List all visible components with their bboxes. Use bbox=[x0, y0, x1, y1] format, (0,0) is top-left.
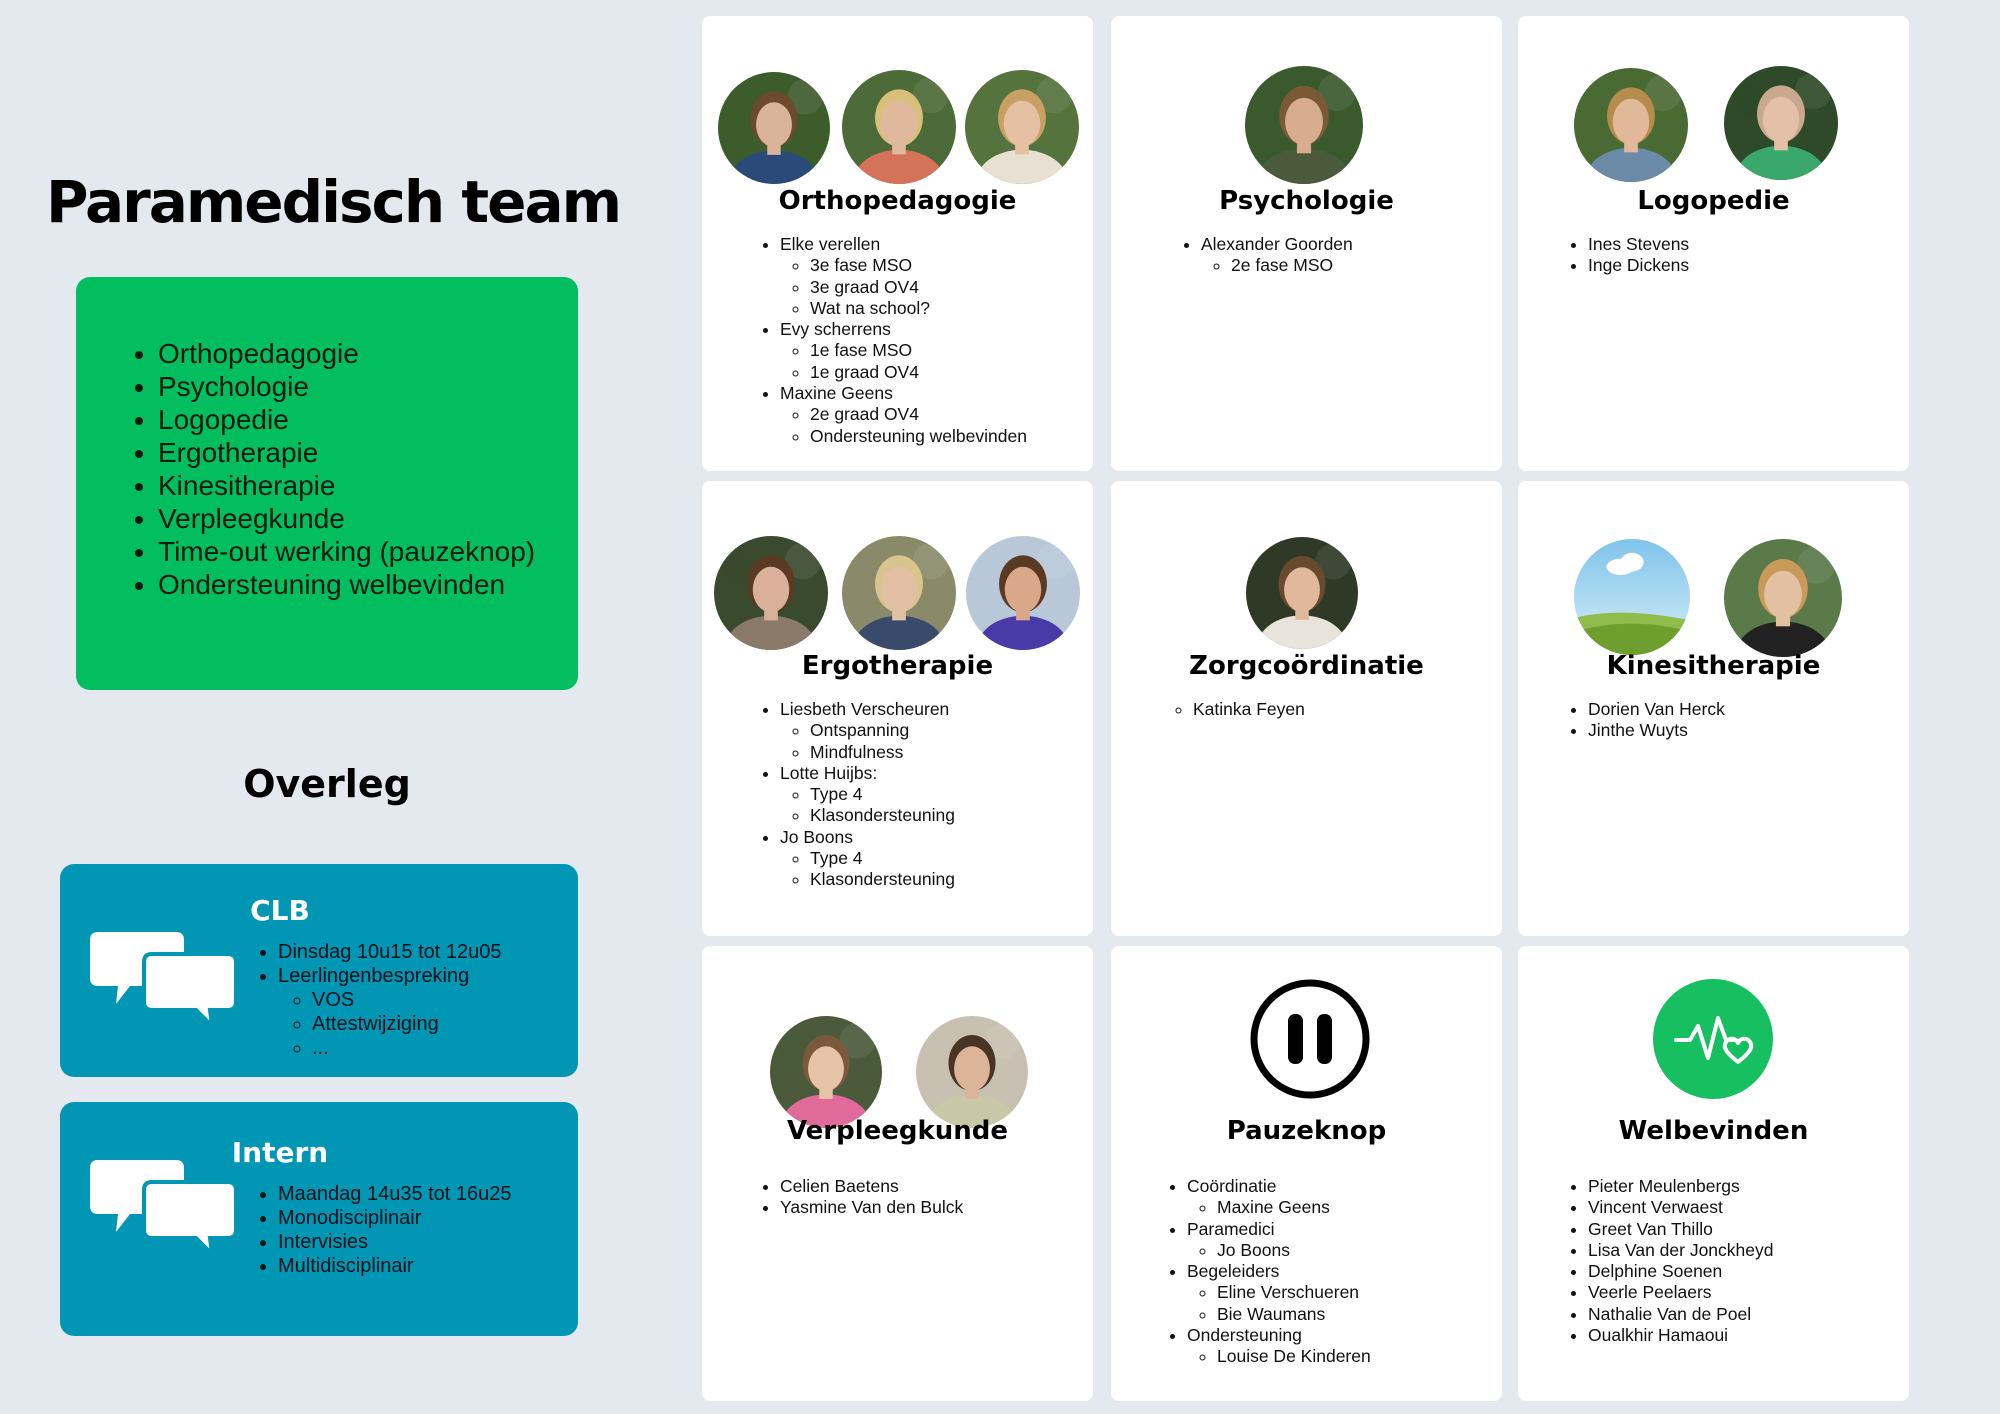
list-item bbox=[1588, 1197, 1774, 1218]
list-item: • Psychologie bbox=[158, 370, 578, 403]
card-title: Kinesitherapie bbox=[1606, 651, 1821, 681]
list-item bbox=[1588, 1325, 1774, 1346]
avatar bbox=[1574, 539, 1690, 655]
list-item-text: Vincent Verwaest bbox=[1588, 1197, 1723, 1218]
portrait-photo-icon bbox=[718, 72, 830, 184]
card-verpleegkunde bbox=[702, 946, 1093, 1401]
list-item: • Ondersteuning welbevinden bbox=[158, 568, 578, 601]
clb-list bbox=[260, 940, 502, 1060]
card-list bbox=[1169, 1176, 1371, 1368]
list-item-text: Inge Dickens bbox=[1588, 255, 1690, 276]
avatar bbox=[842, 70, 956, 184]
overleg-title: Overleg bbox=[243, 762, 411, 806]
list-item bbox=[1588, 255, 1689, 276]
list-item bbox=[1187, 1176, 1371, 1219]
list-item-text: Maandag 14u35 tot 16u25 bbox=[278, 1183, 512, 1205]
avatar-group bbox=[1111, 46, 1502, 166]
list-item: ◦ ... bbox=[312, 1036, 502, 1060]
list-item-text: Jinthe Wuyts bbox=[1588, 720, 1688, 741]
card-kinesitherapie bbox=[1518, 481, 1909, 936]
list-item-text: Veerle Peelaers bbox=[1588, 1282, 1712, 1303]
list-item bbox=[1588, 1176, 1774, 1197]
card-welbevinden bbox=[1518, 946, 1909, 1401]
disciplines-panel bbox=[76, 277, 578, 690]
avatar bbox=[966, 536, 1080, 650]
list-item-text: Delphine Soenen bbox=[1588, 1261, 1723, 1282]
list-item-text: Elke verellen bbox=[780, 234, 881, 254]
list-item: ◦ Klasondersteuning bbox=[810, 869, 955, 890]
intern-list bbox=[260, 1182, 512, 1278]
avatar bbox=[1724, 66, 1838, 180]
card-psychologie bbox=[1111, 16, 1502, 471]
heartbeat-heart-icon bbox=[1652, 978, 1774, 1100]
list-item bbox=[1588, 699, 1725, 720]
list-item: • Time-out werking (pauzeknop) bbox=[158, 535, 578, 568]
list-item-text: Lotte Huijbs: bbox=[780, 762, 878, 783]
list-item: ◦ Type 4 bbox=[810, 784, 955, 805]
list-item bbox=[780, 763, 955, 827]
avatar bbox=[842, 536, 956, 650]
list-item: ◦ 1e graad OV4 bbox=[810, 362, 1027, 383]
list-item bbox=[278, 940, 502, 964]
list-item: ◦ VOS bbox=[312, 988, 502, 1012]
list-item: ◦ Ondersteuning welbevinden bbox=[810, 426, 1027, 447]
card-list bbox=[1570, 1176, 1774, 1346]
portrait-photo-icon bbox=[714, 536, 828, 650]
list-item-text: Greet Van Thillo bbox=[1588, 1218, 1713, 1239]
list-item bbox=[1187, 1219, 1371, 1262]
list-item bbox=[780, 319, 1027, 383]
list-item bbox=[780, 827, 955, 891]
list-item: ◦ Maxine Geens bbox=[1217, 1197, 1371, 1218]
avatar bbox=[1724, 539, 1842, 657]
list-item: ◦ 1e fase MSO bbox=[810, 340, 1027, 361]
card-list bbox=[762, 699, 955, 891]
list-item-text: Lisa Van der Jonckheyd bbox=[1588, 1239, 1774, 1260]
page-title: Paramedisch team bbox=[46, 168, 621, 236]
card-title: Zorgcoördinatie bbox=[1189, 651, 1424, 681]
pause-icon bbox=[1249, 978, 1371, 1100]
card-title: Ergotherapie bbox=[801, 651, 994, 681]
avatar-group bbox=[1111, 511, 1502, 631]
avatar bbox=[916, 1016, 1028, 1128]
intern-panel bbox=[60, 1102, 578, 1336]
disciplines-list bbox=[132, 337, 578, 601]
card-list bbox=[762, 234, 1027, 447]
list-item bbox=[1588, 1282, 1774, 1303]
list-item-text: Celien Baetens bbox=[780, 1176, 899, 1196]
portrait-photo-icon bbox=[916, 1016, 1028, 1128]
card-list bbox=[1570, 699, 1725, 742]
avatar-group bbox=[702, 976, 1093, 1096]
card-list bbox=[1570, 234, 1689, 277]
list-item: • Orthopedagogie bbox=[158, 337, 578, 370]
list-item: • Kinesitherapie bbox=[158, 469, 578, 502]
card-pauzeknop bbox=[1111, 946, 1502, 1401]
list-item-text: Pieter Meulenbergs bbox=[1588, 1176, 1740, 1196]
avatar bbox=[1245, 66, 1363, 184]
list-item-text: Paramedici bbox=[1187, 1218, 1275, 1239]
list-item: • Verpleegkunde bbox=[158, 502, 578, 535]
list-item bbox=[1588, 720, 1725, 741]
list-item-text: Katinka Feyen bbox=[1193, 699, 1305, 719]
list-item-text: Jo Boons bbox=[780, 826, 853, 847]
portrait-photo-icon bbox=[1245, 66, 1363, 184]
list-item-text: Alexander Goorden bbox=[1201, 234, 1353, 254]
card-title: Orthopedagogie bbox=[778, 186, 1017, 216]
avatar bbox=[714, 536, 828, 650]
list-item: ◦ Wat na school? bbox=[810, 298, 1027, 319]
clb-title: CLB bbox=[250, 894, 310, 927]
portrait-photo-icon bbox=[1724, 539, 1842, 657]
avatar bbox=[965, 70, 1079, 184]
list-item: ◦ 3e fase MSO bbox=[810, 255, 1027, 276]
portrait-photo-icon bbox=[1246, 537, 1358, 649]
list-item: ◦ 3e graad OV4 bbox=[810, 277, 1027, 298]
clb-panel bbox=[60, 864, 578, 1077]
list-item bbox=[1588, 1261, 1774, 1282]
portrait-photo-icon bbox=[770, 1016, 882, 1128]
card-title: Verpleegkunde bbox=[786, 1116, 1009, 1146]
list-item: ◦ Louise De Kinderen bbox=[1217, 1346, 1371, 1367]
list-item: ◦ Bie Waumans bbox=[1217, 1304, 1371, 1325]
list-item: ◦ Type 4 bbox=[810, 848, 955, 869]
list-item bbox=[1588, 234, 1689, 255]
list-item: ◦ Eline Verschueren bbox=[1217, 1282, 1371, 1303]
list-item bbox=[780, 383, 1027, 447]
list-item: ◦ Jo Boons bbox=[1217, 1240, 1371, 1261]
list-item bbox=[278, 964, 502, 1060]
list-item bbox=[780, 1176, 963, 1197]
list-item-text: Monodisciplinair bbox=[278, 1207, 422, 1229]
list-item-text: Nathalie Van de Poel bbox=[1588, 1303, 1752, 1324]
list-item: • Logopedie bbox=[158, 403, 578, 436]
avatar bbox=[770, 1016, 882, 1128]
list-item-text: Coördinatie bbox=[1187, 1176, 1277, 1196]
list-item-text: Leerlingenbespreking bbox=[278, 965, 470, 987]
list-item: ◦ Ontspanning bbox=[810, 720, 955, 741]
list-item-text: Dorien Van Herck bbox=[1588, 699, 1725, 719]
avatar-group bbox=[702, 511, 1093, 631]
list-item-text: Intervisies bbox=[278, 1231, 369, 1253]
list-item bbox=[780, 1197, 963, 1218]
card-title: Welbevinden bbox=[1618, 1116, 1809, 1146]
list-item bbox=[278, 1254, 512, 1278]
list-item-text: Ondersteuning bbox=[1187, 1325, 1302, 1346]
card-list bbox=[1175, 699, 1305, 720]
list-item bbox=[1187, 1325, 1371, 1368]
list-item bbox=[1588, 1219, 1774, 1240]
portrait-photo-icon bbox=[1574, 539, 1690, 655]
portrait-photo-icon bbox=[1574, 68, 1688, 182]
list-item-text: Ines Stevens bbox=[1588, 234, 1690, 254]
card-ergotherapie bbox=[702, 481, 1093, 936]
list-item bbox=[1588, 1240, 1774, 1261]
list-item bbox=[780, 234, 1027, 319]
card-title: Logopedie bbox=[1637, 186, 1790, 216]
card-title: Pauzeknop bbox=[1226, 1116, 1387, 1146]
list-item bbox=[780, 699, 955, 763]
portrait-photo-icon bbox=[965, 70, 1079, 184]
avatar bbox=[1574, 68, 1688, 182]
list-item-text: Begeleiders bbox=[1187, 1261, 1280, 1282]
list-item: ◦ 2e graad OV4 bbox=[810, 404, 1027, 425]
portrait-photo-icon bbox=[1724, 66, 1838, 180]
card-zorgcoordinatie bbox=[1111, 481, 1502, 936]
list-item bbox=[1187, 1261, 1371, 1325]
list-item: ◦ Klasondersteuning bbox=[810, 805, 955, 826]
card-title: Psychologie bbox=[1219, 186, 1394, 216]
speech-bubbles-icon bbox=[90, 1158, 236, 1258]
list-item bbox=[278, 1206, 512, 1230]
list-item-text: Evy scherrens bbox=[780, 319, 891, 340]
portrait-photo-icon bbox=[842, 536, 956, 650]
list-item bbox=[278, 1182, 512, 1206]
card-orthopedagogie bbox=[702, 16, 1093, 471]
list-item-text: Maxine Geens bbox=[780, 383, 893, 404]
portrait-photo-icon bbox=[842, 70, 956, 184]
list-item-text: Yasmine Van den Bulck bbox=[780, 1197, 964, 1218]
avatar-group bbox=[702, 46, 1093, 166]
list-item: • Ergotherapie bbox=[158, 436, 578, 469]
avatar-group bbox=[1518, 46, 1909, 166]
portrait-photo-icon bbox=[966, 536, 1080, 650]
avatar bbox=[1246, 537, 1358, 649]
list-item bbox=[1588, 1304, 1774, 1325]
list-item bbox=[1201, 234, 1353, 277]
list-item: ◦ Attestwijziging bbox=[312, 1012, 502, 1036]
list-item-text: Oualkhir Hamaoui bbox=[1588, 1325, 1729, 1346]
list-item-text: Liesbeth Verscheuren bbox=[780, 699, 950, 719]
card-list bbox=[762, 1176, 963, 1219]
list-item bbox=[1193, 699, 1305, 720]
list-item bbox=[278, 1230, 512, 1254]
list-item-text: Dinsdag 10u15 tot 12u05 bbox=[278, 941, 502, 963]
intern-title: Intern bbox=[231, 1136, 329, 1169]
avatar bbox=[718, 72, 830, 184]
card-logopedie bbox=[1518, 16, 1909, 471]
avatar-group bbox=[1518, 511, 1909, 631]
list-item: ◦ 2e fase MSO bbox=[1231, 255, 1353, 276]
speech-bubbles-icon bbox=[90, 930, 236, 1030]
list-item-text: Multidisciplinair bbox=[278, 1255, 414, 1277]
card-list bbox=[1183, 234, 1353, 277]
list-item: ◦ Mindfulness bbox=[810, 742, 955, 763]
